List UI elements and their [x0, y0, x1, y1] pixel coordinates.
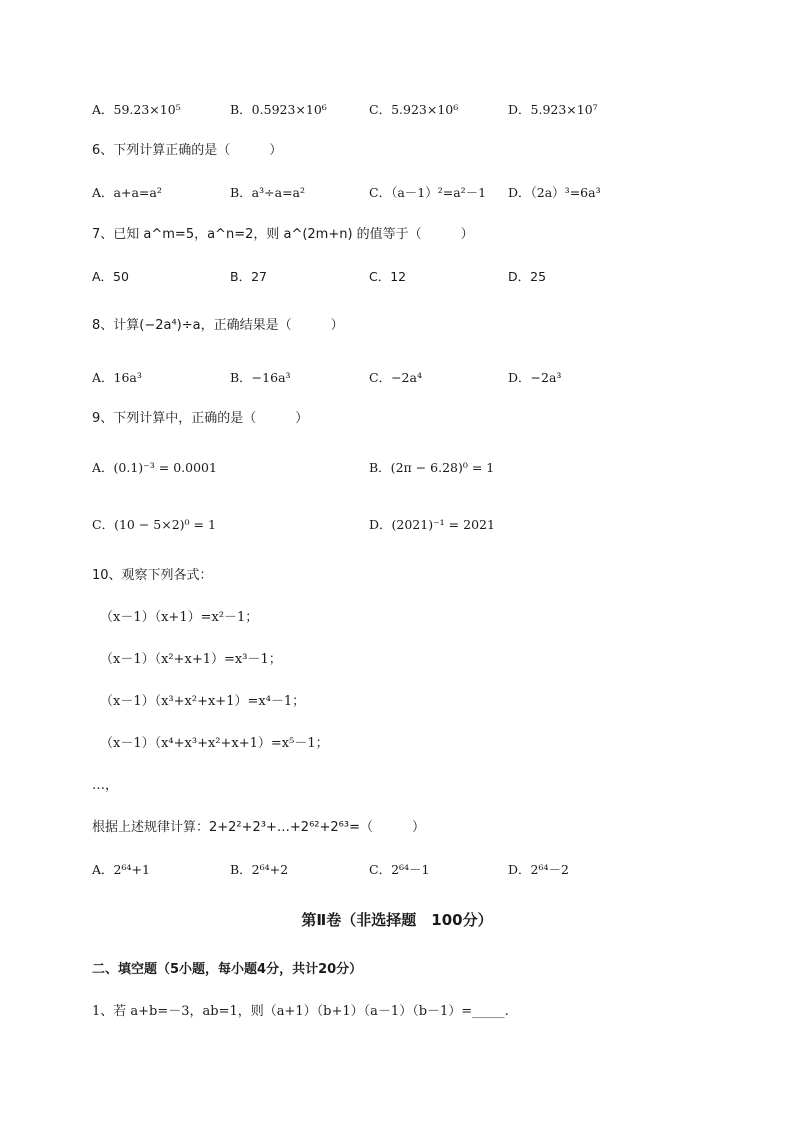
q6-option-c: C．（a－1）²=a²－1 — [369, 185, 487, 200]
q10-option-a: A．2⁶⁴+1 — [92, 862, 150, 877]
q6-option-b: B．a³÷a=a² — [230, 185, 306, 200]
q7-option-a: A．50 — [92, 269, 129, 284]
q7-option-d: D．25 — [508, 269, 547, 284]
q10-option-d: D．2⁶⁴－2 — [508, 862, 569, 877]
q10-pattern-line: （x－1）（x²+x+1）=x³－1； — [100, 652, 282, 667]
q8-stem: 8、计算(−2a⁴)÷a，正确结果是（ ） — [92, 318, 344, 333]
fill-in-section-heading: 二、填空题（5小题，每小题4分，共计20分） — [92, 962, 363, 977]
part2-title: 第Ⅱ卷（非选择题 100分） — [301, 911, 493, 929]
q10-option-b: B．2⁶⁴+2 — [230, 862, 289, 877]
q8-option-b: B．−16a³ — [230, 370, 291, 385]
q10-pattern-line: （x－1）（x+1）=x²－1； — [100, 610, 259, 625]
q10-pattern-line: （x－1）（x⁴+x³+x²+x+1）=x⁵－1； — [100, 736, 329, 751]
q7-option-c: C．12 — [369, 269, 407, 284]
q10-option-c: C．2⁶⁴－1 — [369, 862, 430, 877]
q8-option-c: C．−2a⁴ — [369, 370, 422, 385]
q6-stem: 6、下列计算正确的是（ ） — [92, 143, 283, 158]
q9-option-b: B．(2π − 6.28)⁰ = 1 — [369, 460, 495, 475]
q6-option-a: A．a+a=a² — [92, 185, 162, 200]
fill-in-q1: 1、若 a+b=－3，ab=1，则（a+1）（b+1）（a－1）（b－1）=_____. — [92, 1004, 509, 1019]
q9-option-d: D．(2021)⁻¹ = 2021 — [369, 517, 495, 532]
q8-option-a: A．16a³ — [92, 370, 142, 385]
q5-option-b: B．0.5923×10⁶ — [230, 102, 327, 117]
q5-option-a: A．59.23×10⁵ — [92, 102, 181, 117]
q5-option-d: D．5.923×10⁷ — [508, 102, 598, 117]
q9-stem: 9、下列计算中，正确的是（ ） — [92, 411, 309, 426]
q10-stem: 10、观察下列各式： — [92, 568, 213, 583]
q10-pattern-line: （x－1）（x³+x²+x+1）=x⁴－1； — [100, 694, 306, 709]
q8-option-d: D．−2a³ — [508, 370, 562, 385]
q7-stem: 7、已知 a^m=5，a^n=2，则 a^(2m+n) 的值等于（ ） — [92, 227, 474, 242]
q10-question: 根据上述规律计算：2+2²+2³+…+2⁶²+2⁶³=（ ） — [92, 820, 425, 835]
q10-pattern-ellipsis: …， — [92, 778, 119, 793]
q5-option-c: C．5.923×10⁶ — [369, 102, 459, 117]
q6-option-d: D．（2a）³=6a³ — [508, 185, 601, 200]
q9-option-c: C．(10 − 5×2)⁰ = 1 — [92, 517, 216, 532]
q9-option-a: A．(0.1)⁻³ = 0.0001 — [92, 460, 217, 475]
q7-option-b: B．27 — [230, 269, 267, 284]
